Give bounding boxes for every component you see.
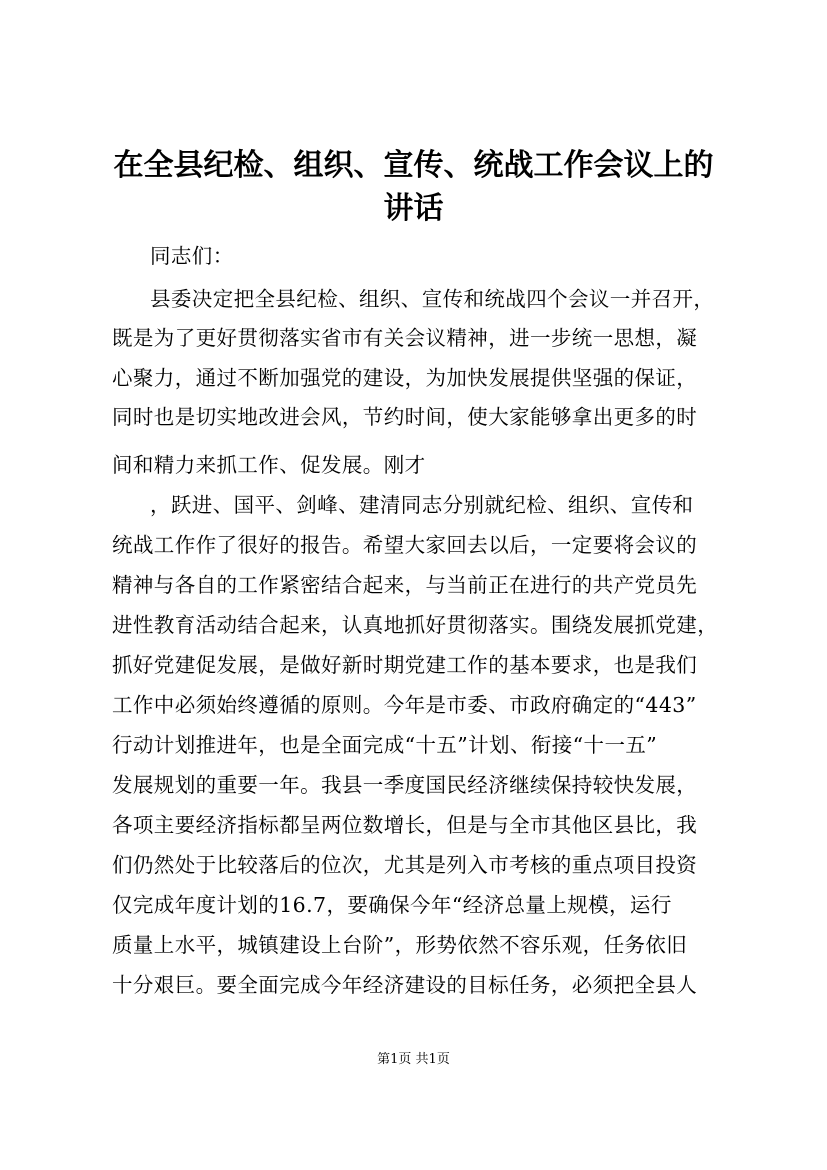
paragraph-line: 抓好党建促发展，是做好新时期党建工作的基本要求，也是我们 bbox=[112, 653, 698, 677]
paragraph-line: 同时也是切实地改进会风，节约时间，使大家能够拿出更多的时 bbox=[112, 405, 698, 429]
paragraph-line: 县委决定把全县纪检、组织、宣传和统战四个会议一并召开， bbox=[150, 287, 715, 311]
paragraph-line: 发展规划的重要一年。我县一季度国民经济继续保持较快发展， bbox=[112, 773, 698, 797]
salutation: 同志们： bbox=[150, 244, 234, 268]
paragraph-line: 质量上水平，城镇建设上台阶”，形势依然不容乐观，任务依旧 bbox=[112, 933, 688, 957]
paragraph-line: ，跃进、国平、剑峰、建清同志分别就纪检、组织、宣传和 bbox=[150, 493, 694, 517]
paragraph-line: 统战工作作了很好的报告。希望大家回去以后，一定要将会议的 bbox=[112, 533, 698, 557]
paragraph-line: 仅完成年度计划的16.7，要确保今年“经济总量上规模，运行 bbox=[112, 893, 672, 917]
paragraph-line: 既是为了更好贯彻落实省市有关会议精神，进一步统一思想，凝 bbox=[112, 326, 698, 350]
paragraph-line: 各项主要经济指标都呈两位数增长，但是与全市其他区县比，我 bbox=[112, 813, 698, 837]
paragraph-line: 心聚力，通过不断加强党的建设，为加快发展提供坚强的保证， bbox=[112, 366, 698, 390]
paragraph-line: 们仍然处于比较落后的位次，尤其是列入市考核的重点项目投资 bbox=[112, 853, 698, 877]
paragraph-line: 行动计划推进年，也是全面完成“十五”计划、衔接“十一五” bbox=[112, 733, 658, 757]
page-number-footer: 第1页 共1页 bbox=[377, 1052, 450, 1067]
paragraph-line: 间和精力来抓工作、促发展。刚才 bbox=[112, 453, 426, 477]
paragraph-line: 精神与各自的工作紧密结合起来，与当前正在进行的共产党员先 bbox=[112, 573, 698, 597]
document-title-line-2: 讲话 bbox=[383, 191, 444, 226]
paragraph-line: 工作中必须始终遵循的原则。今年是市委、市政府确定的“443” bbox=[112, 693, 697, 717]
paragraph-line: 进性教育活动结合起来，认真地抓好贯彻落实。围绕发展抓党建， bbox=[112, 613, 719, 637]
document-title-line-1: 在全县纪检、组织、宣传、统战工作会议上的 bbox=[113, 148, 714, 183]
paragraph-line: 十分艰巨。要全面完成今年经济建设的目标任务，必须把全县人 bbox=[112, 973, 698, 997]
